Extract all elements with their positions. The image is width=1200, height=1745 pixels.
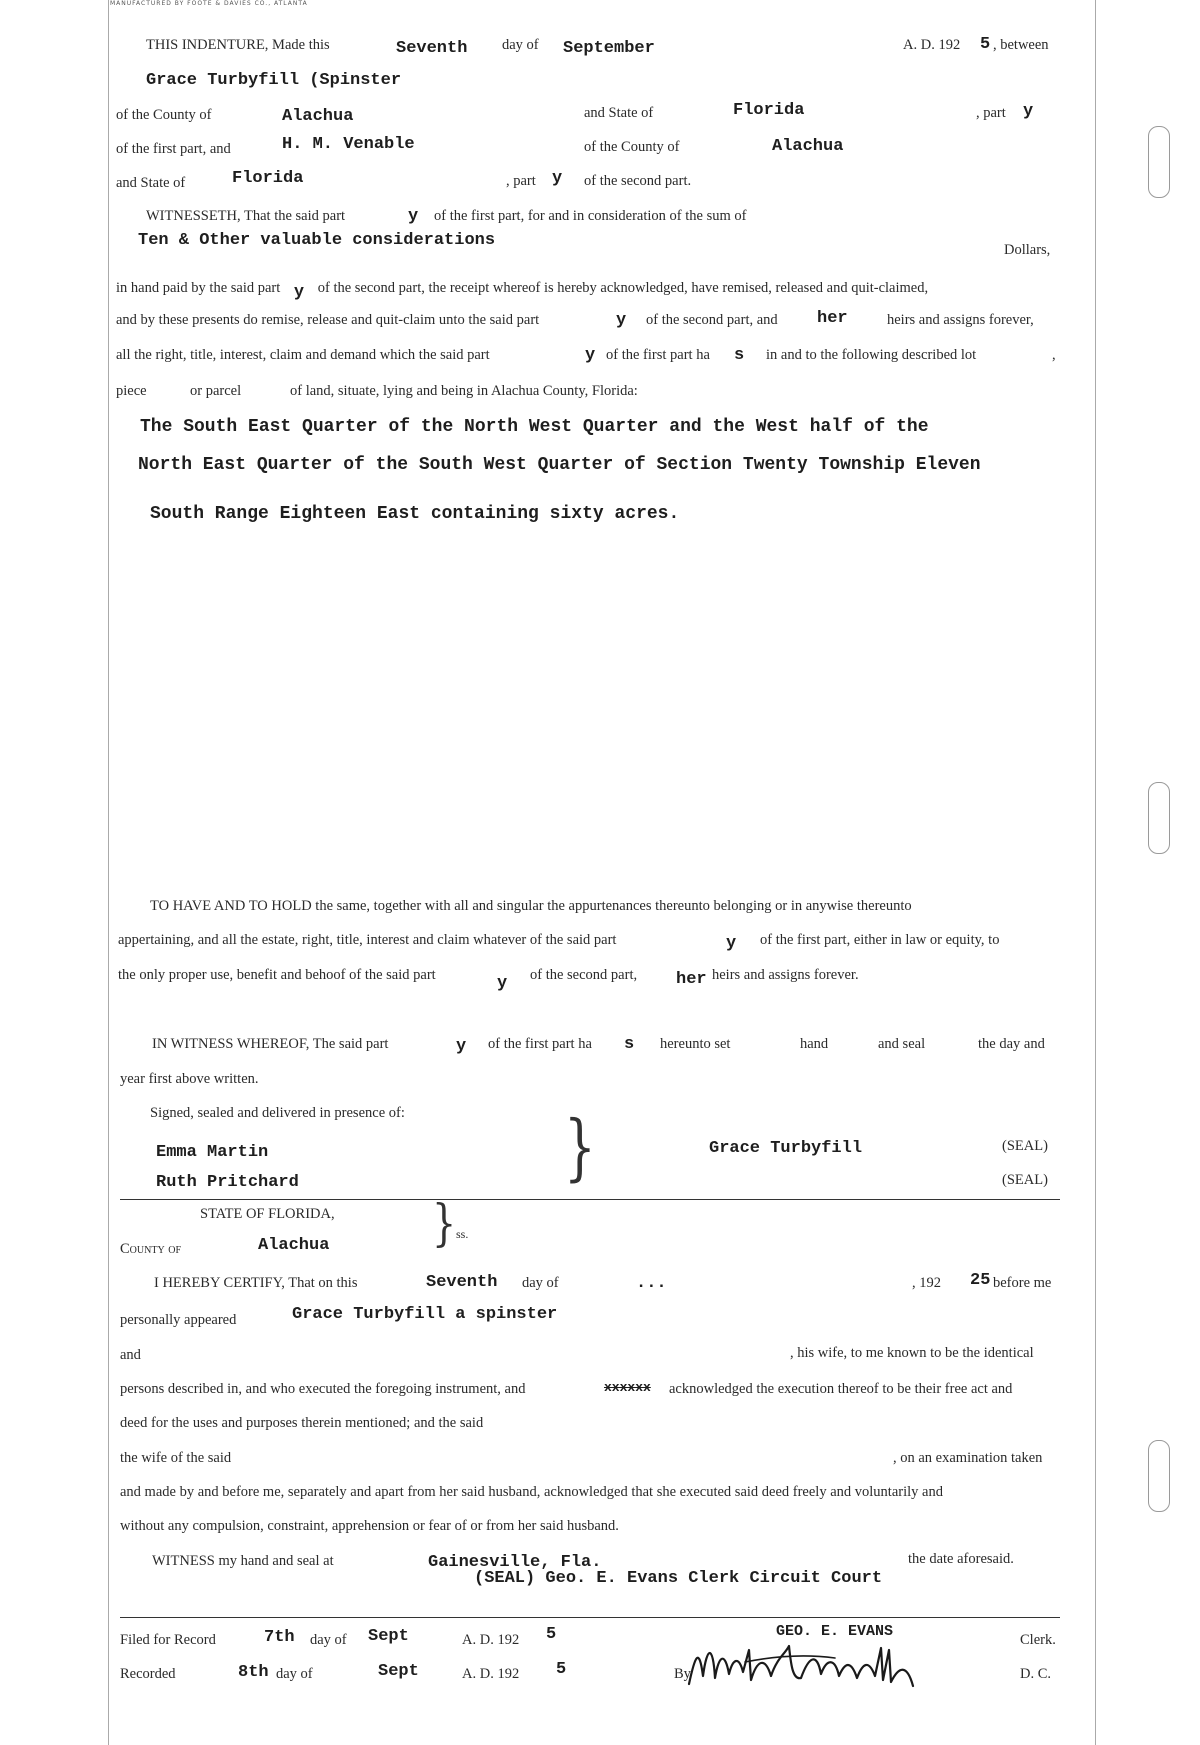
grantor-county: Alachua bbox=[282, 107, 354, 126]
description-line-3: South Range Eighteen East containing sixty acres. bbox=[150, 504, 680, 524]
whereof-f: the day and bbox=[978, 1036, 1045, 1052]
ack-certify: I HEREBY CERTIFY, That on this bbox=[154, 1275, 358, 1291]
habendum-suffix-a: y bbox=[726, 934, 737, 953]
description-line-1: The South East Quarter of the North West Quarter and the West half of the bbox=[140, 417, 929, 437]
witnesseth-pronoun: her bbox=[817, 309, 848, 328]
grantor-part-label: , part bbox=[976, 105, 1006, 121]
whereof-line-2: year first above written. bbox=[120, 1071, 259, 1087]
witnesseth-suffix-e: s bbox=[734, 346, 745, 365]
indenture-day: Seventh bbox=[396, 39, 468, 58]
right-margin-line bbox=[1095, 0, 1096, 1745]
ack-year-prefix: , 192 bbox=[912, 1275, 941, 1291]
grantee-name: H. M. Venable bbox=[282, 135, 415, 154]
divider-rule-2 bbox=[120, 1617, 1060, 1618]
witnesseth-line4c: heirs and assigns forever, bbox=[887, 312, 1034, 328]
grantee-county-label: of the County of bbox=[584, 139, 680, 155]
witnesseth-b: of the first part, for and in consideration of the sum of bbox=[434, 208, 747, 224]
witness-1-name: Emma Martin bbox=[156, 1143, 269, 1162]
habendum-line-3a: the only proper use, benefit and behoof of the said part bbox=[118, 967, 436, 983]
witnesseth-line6c: of land, situate, lying and being in Alachua County, Florida: bbox=[290, 383, 638, 399]
dollars-label: Dollars, bbox=[1004, 242, 1051, 258]
ack-brace: } bbox=[432, 1194, 457, 1252]
ack-state: STATE OF FLORIDA, bbox=[200, 1206, 335, 1222]
ack-person: Grace Turbyfill a spinster bbox=[292, 1305, 558, 1324]
clerk-label: Clerk. bbox=[1020, 1632, 1056, 1648]
first-part-and: of the first part, and bbox=[116, 141, 231, 157]
whereof-d: hand bbox=[800, 1036, 829, 1052]
ack-day-of: day of bbox=[522, 1275, 559, 1291]
witnesseth-parcel: or parcel bbox=[190, 383, 242, 399]
indenture-prefix: THIS INDENTURE, Made this bbox=[146, 37, 330, 53]
whereof-e: and seal bbox=[878, 1036, 926, 1052]
grantor-signature: Grace Turbyfill bbox=[709, 1139, 863, 1158]
grantor-name: Grace Turbyfill (Spinster bbox=[146, 71, 402, 90]
grantee-part-label: , part bbox=[506, 173, 536, 189]
ack-personally-appeared: personally appeared bbox=[120, 1312, 237, 1328]
clerk-name: GEO. E. EVANS bbox=[776, 1623, 894, 1640]
by-label: By bbox=[674, 1666, 691, 1682]
indenture-year-digit: 5 bbox=[980, 35, 991, 54]
seal-2: (SEAL) bbox=[1002, 1172, 1048, 1188]
indenture-ad: A. D. 192 bbox=[903, 37, 961, 53]
ack-line-5: deed for the uses and purposes therein mentioned; and the said bbox=[120, 1415, 484, 1431]
witnesseth-line5c: in and to the following described lot bbox=[766, 347, 977, 363]
seal-1: (SEAL) bbox=[1002, 1138, 1048, 1154]
ack-and-label: and bbox=[120, 1347, 141, 1363]
ack-official: (SEAL) Geo. E. Evans Clerk Circuit Court bbox=[474, 1569, 883, 1588]
recorded-year: 5 bbox=[556, 1660, 567, 1679]
consideration: Ten & Other valuable considerations bbox=[138, 231, 496, 250]
witnesseth-piece: piece bbox=[116, 383, 147, 399]
filed-year: 5 bbox=[546, 1625, 557, 1644]
whereof-a: IN WITNESS WHEREOF, The said part bbox=[152, 1036, 389, 1052]
witnesseth-line5b: of the first part ha bbox=[606, 347, 710, 363]
grantor-state: Florida bbox=[733, 101, 805, 120]
ack-before-me: before me bbox=[993, 1275, 1052, 1291]
habendum-line-2b: of the first part, either in law or equity, to bbox=[760, 932, 1000, 948]
ack-month: ... bbox=[636, 1274, 667, 1293]
grantor-part-suffix: y bbox=[1023, 102, 1034, 121]
ack-line-6b: , on an examination taken bbox=[893, 1450, 1043, 1466]
ack-line-4: persons described in, and who executed the foregoing instrument, and bbox=[120, 1381, 526, 1397]
habendum-pronoun: her bbox=[676, 970, 707, 989]
habendum-suffix-b: y bbox=[497, 974, 508, 993]
divider-rule-1 bbox=[120, 1199, 1060, 1200]
whereof-suffix-a: y bbox=[456, 1037, 467, 1056]
witnesseth-line4b: of the second part, and bbox=[646, 312, 778, 328]
ack-struck-text: xxxxxx bbox=[604, 1380, 651, 1395]
grantor-state-label: and State of bbox=[584, 105, 654, 121]
witnesseth-suffix-c: y bbox=[616, 311, 627, 330]
recorded-day-of: day of bbox=[276, 1666, 313, 1682]
printer-line: MANUFACTURED BY FOOTE & DAVIES CO., ATLANTA bbox=[110, 0, 308, 7]
habendum-line-1: TO HAVE AND TO HOLD the same, together with all and singular the appurtenances thereunto belonging or in anywise thereunto bbox=[150, 898, 912, 914]
witnesseth-comma: , bbox=[1052, 347, 1056, 363]
ack-place: Gainesville, Fla. bbox=[428, 1553, 602, 1572]
ack-aforesaid: the date aforesaid. bbox=[908, 1551, 1014, 1567]
grantee-county: Alachua bbox=[772, 137, 844, 156]
binder-hole-1 bbox=[1148, 126, 1170, 198]
ack-line-4b: acknowledged the execution thereof to be their free act and bbox=[669, 1381, 1013, 1397]
witness-2-name: Ruth Pritchard bbox=[156, 1173, 299, 1192]
habendum-line-2a: appertaining, and all the estate, right, title, interest and claim whatever of the said part bbox=[118, 932, 617, 948]
ack-line-6a: the wife of the said bbox=[120, 1450, 232, 1466]
indenture-day-of: day of bbox=[502, 37, 539, 53]
ack-day: Seventh bbox=[426, 1273, 498, 1292]
ack-line-8: without any compulsion, constraint, apprehension or fear of or from her said husband. bbox=[120, 1518, 619, 1534]
habendum-line-3c: heirs and assigns forever. bbox=[712, 967, 859, 983]
grantee-state: Florida bbox=[232, 169, 304, 188]
ack-ss: ss. bbox=[456, 1227, 469, 1241]
grantor-county-label: of the County of bbox=[116, 107, 212, 123]
habendum-line-3b: of the second part, bbox=[530, 967, 638, 983]
ack-county: Alachua bbox=[258, 1236, 330, 1255]
ack-witness-label: WITNESS my hand and seal at bbox=[152, 1553, 334, 1569]
ack-line-7: and made by and before me, separately and apart from her said husband, acknowledged that she executed said deed freely and voluntarily and bbox=[120, 1484, 943, 1500]
grantee-state-label: and State of bbox=[116, 175, 186, 191]
indenture-between: , between bbox=[993, 37, 1049, 53]
recorded-ad: A. D. 192 bbox=[462, 1666, 520, 1682]
second-part-label: of the second part. bbox=[584, 173, 692, 189]
filed-ad: A. D. 192 bbox=[462, 1632, 520, 1648]
indenture-month: September bbox=[563, 39, 655, 58]
witness-brace: } bbox=[564, 1104, 596, 1190]
witnesseth-line4a: and by these presents do remise, release and quit-claim unto the said part bbox=[116, 312, 540, 328]
witnesseth-suffix-d: y bbox=[585, 346, 596, 365]
ack-county-label: County of bbox=[120, 1241, 182, 1257]
witnesseth-line5a: all the right, title, interest, claim and demand which the said part bbox=[116, 347, 490, 363]
recorded-day: 8th bbox=[238, 1663, 269, 1682]
whereof-suffix-b: s bbox=[624, 1035, 635, 1054]
ack-his-wife: , his wife, to me known to be the identical bbox=[790, 1345, 1034, 1361]
recorded-month: Sept bbox=[378, 1662, 419, 1681]
signed-sealed-line: Signed, sealed and delivered in presence of: bbox=[150, 1105, 405, 1121]
filed-day: 7th bbox=[264, 1628, 295, 1647]
ack-year-digit: 25 bbox=[970, 1271, 991, 1290]
recorded-label: Recorded bbox=[120, 1666, 176, 1682]
witnesseth-suffix-a: y bbox=[408, 207, 419, 226]
deputy-clerk-signature bbox=[685, 1636, 985, 1696]
description-line-2: North East Quarter of the South West Quarter of Section Twenty Township Eleven bbox=[138, 455, 981, 475]
binder-hole-3 bbox=[1148, 1440, 1170, 1512]
whereof-b: of the first part ha bbox=[488, 1036, 592, 1052]
left-margin-line bbox=[108, 0, 109, 1745]
dc-label: D. C. bbox=[1020, 1666, 1052, 1682]
filed-day-of: day of bbox=[310, 1632, 347, 1648]
filed-month: Sept bbox=[368, 1627, 409, 1646]
whereof-c: hereunto set bbox=[660, 1036, 731, 1052]
witnesseth-a: WITNESSETH, That the said part bbox=[146, 208, 346, 224]
grantee-part-suffix: y bbox=[552, 169, 563, 188]
binder-hole-2 bbox=[1148, 782, 1170, 854]
filed-label: Filed for Record bbox=[120, 1632, 216, 1648]
witnesseth-line3: in hand paid by the said part y of the second part, the receipt whereof is hereby acknowledged, have remised, released and quit-claimed, bbox=[116, 280, 929, 302]
